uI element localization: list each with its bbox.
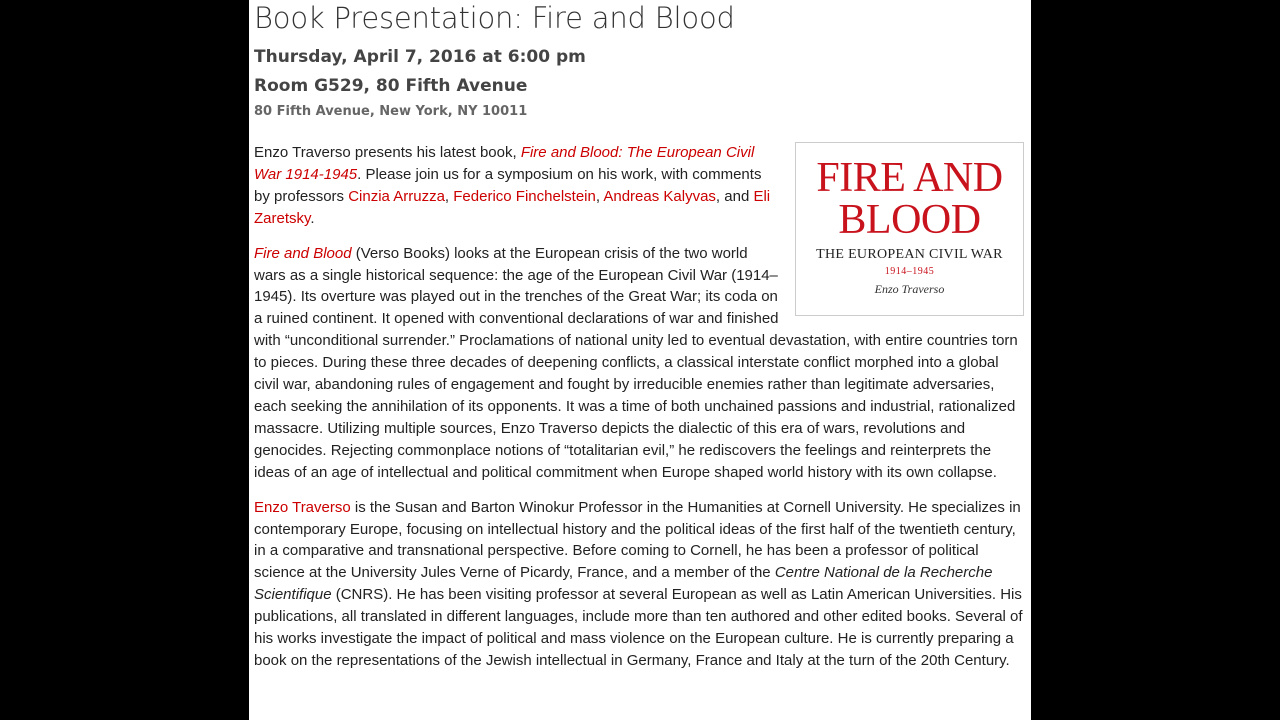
author-bio-paragraph (254, 497, 1024, 672)
andreas-kalyvas-link[interactable]: Andreas Kalyvas (603, 187, 716, 205)
cover-title-line2: BLOOD (838, 197, 981, 243)
intro-text: Enzo Traverso presents his latest book, (254, 144, 521, 161)
event-description (254, 142, 1024, 685)
eli-zaretsky-link[interactable]: Eli Zaretsky (254, 187, 771, 227)
intro-text-2: . Please join us for a symposium on his work, with comments by professors (254, 165, 762, 205)
cover-years: 1914–1945 (884, 266, 935, 277)
cinzia-arruzza-link[interactable]: Cinzia Arruzza (348, 187, 445, 205)
fire-and-blood-link-text: Fire and Blood (254, 244, 352, 262)
cover-title-line1: FIRE AND (816, 155, 1003, 201)
fire-and-blood-link[interactable] (254, 245, 352, 262)
bio-text-2: (CNRS). He has been visiting professor at several European as well as Latin American Universities. His publications, all translated in different languages, include more than ten authored and other edited books. Several of his works investigate the impact of political and mass violence on the European culture. He is currently preparing a book on the representations of the Jewish intellectual in Germany, France and Italy at the turn of the 20th Century. (254, 586, 1023, 669)
bio-text-1: is the Susan and Barton Winokur Professor in the Humanities at Cornell University. He specializes in contemporary Europe, focusing on intellectual history and the political ideas of the first half of the twentieth century, in a comparative and transnational perspective. Before coming to Cornell, he has been a professor of political science at the University Jules Verne of Picardy, France, and a member of the (254, 498, 1021, 582)
separator: , and (715, 187, 754, 205)
separator: , (595, 187, 604, 205)
page (249, 0, 1031, 720)
cover-subtitle: THE EUROPEAN CIVIL WAR (816, 247, 1003, 262)
separator: , (444, 187, 454, 205)
period: . (310, 209, 315, 227)
federico-finchelstein-link[interactable]: Federico Finchelstein (453, 187, 596, 205)
cnrs-name: Centre National de la Recherche Scientifique (254, 564, 993, 604)
cover-author: Enzo Traverso (874, 282, 945, 296)
page-title: Book Presentation: Fire and Blood (254, 1, 735, 35)
book-cover-image (795, 142, 1024, 316)
book-description-text: (Verso Books) looks at the European crisis of the two world wars as a single historical sequence: the age of the European Civil War (1914–1945). Its overture was played out in the trenches of the Great War; its coda on a ruined continent. It opened with conventional declarations of war and finished with “unconditional surrender.” Proclamations of national unity led to eventual devastation, with entire countries torn to pieces. During these three decades of deepening conflicts, a classical interstate conflict morphed into a global civil war, abandoning rules of engagement and fought by irreducible enemies rather than legitimate adversaries, each seeking the annihilation of its opponents. It was a time of both unchained passions and industrial, rationalized massacre. Utilizing multiple sources, Enzo Traverso depicts the dialectic of this era of wars, revolutions and genocides. Rejecting commonplace notions of “totalitarian evil,” he rediscovers the feelings and reinterprets the ideas of an age of intellectual and political commitment when Europe shaped world history with its own collapse. (254, 244, 1018, 481)
event-address: 80 Fifth Avenue, New York, NY 10011 (254, 104, 528, 119)
book-link-text: Fire and Blood: The European Civil War 1914-1945 (254, 144, 755, 183)
event-room: Room G529, 80 Fifth Avenue (254, 76, 528, 96)
event-date: Thursday, April 7, 2016 at 6:00 pm (254, 47, 586, 67)
enzo-traverso-link[interactable]: Enzo Traverso (254, 498, 351, 516)
